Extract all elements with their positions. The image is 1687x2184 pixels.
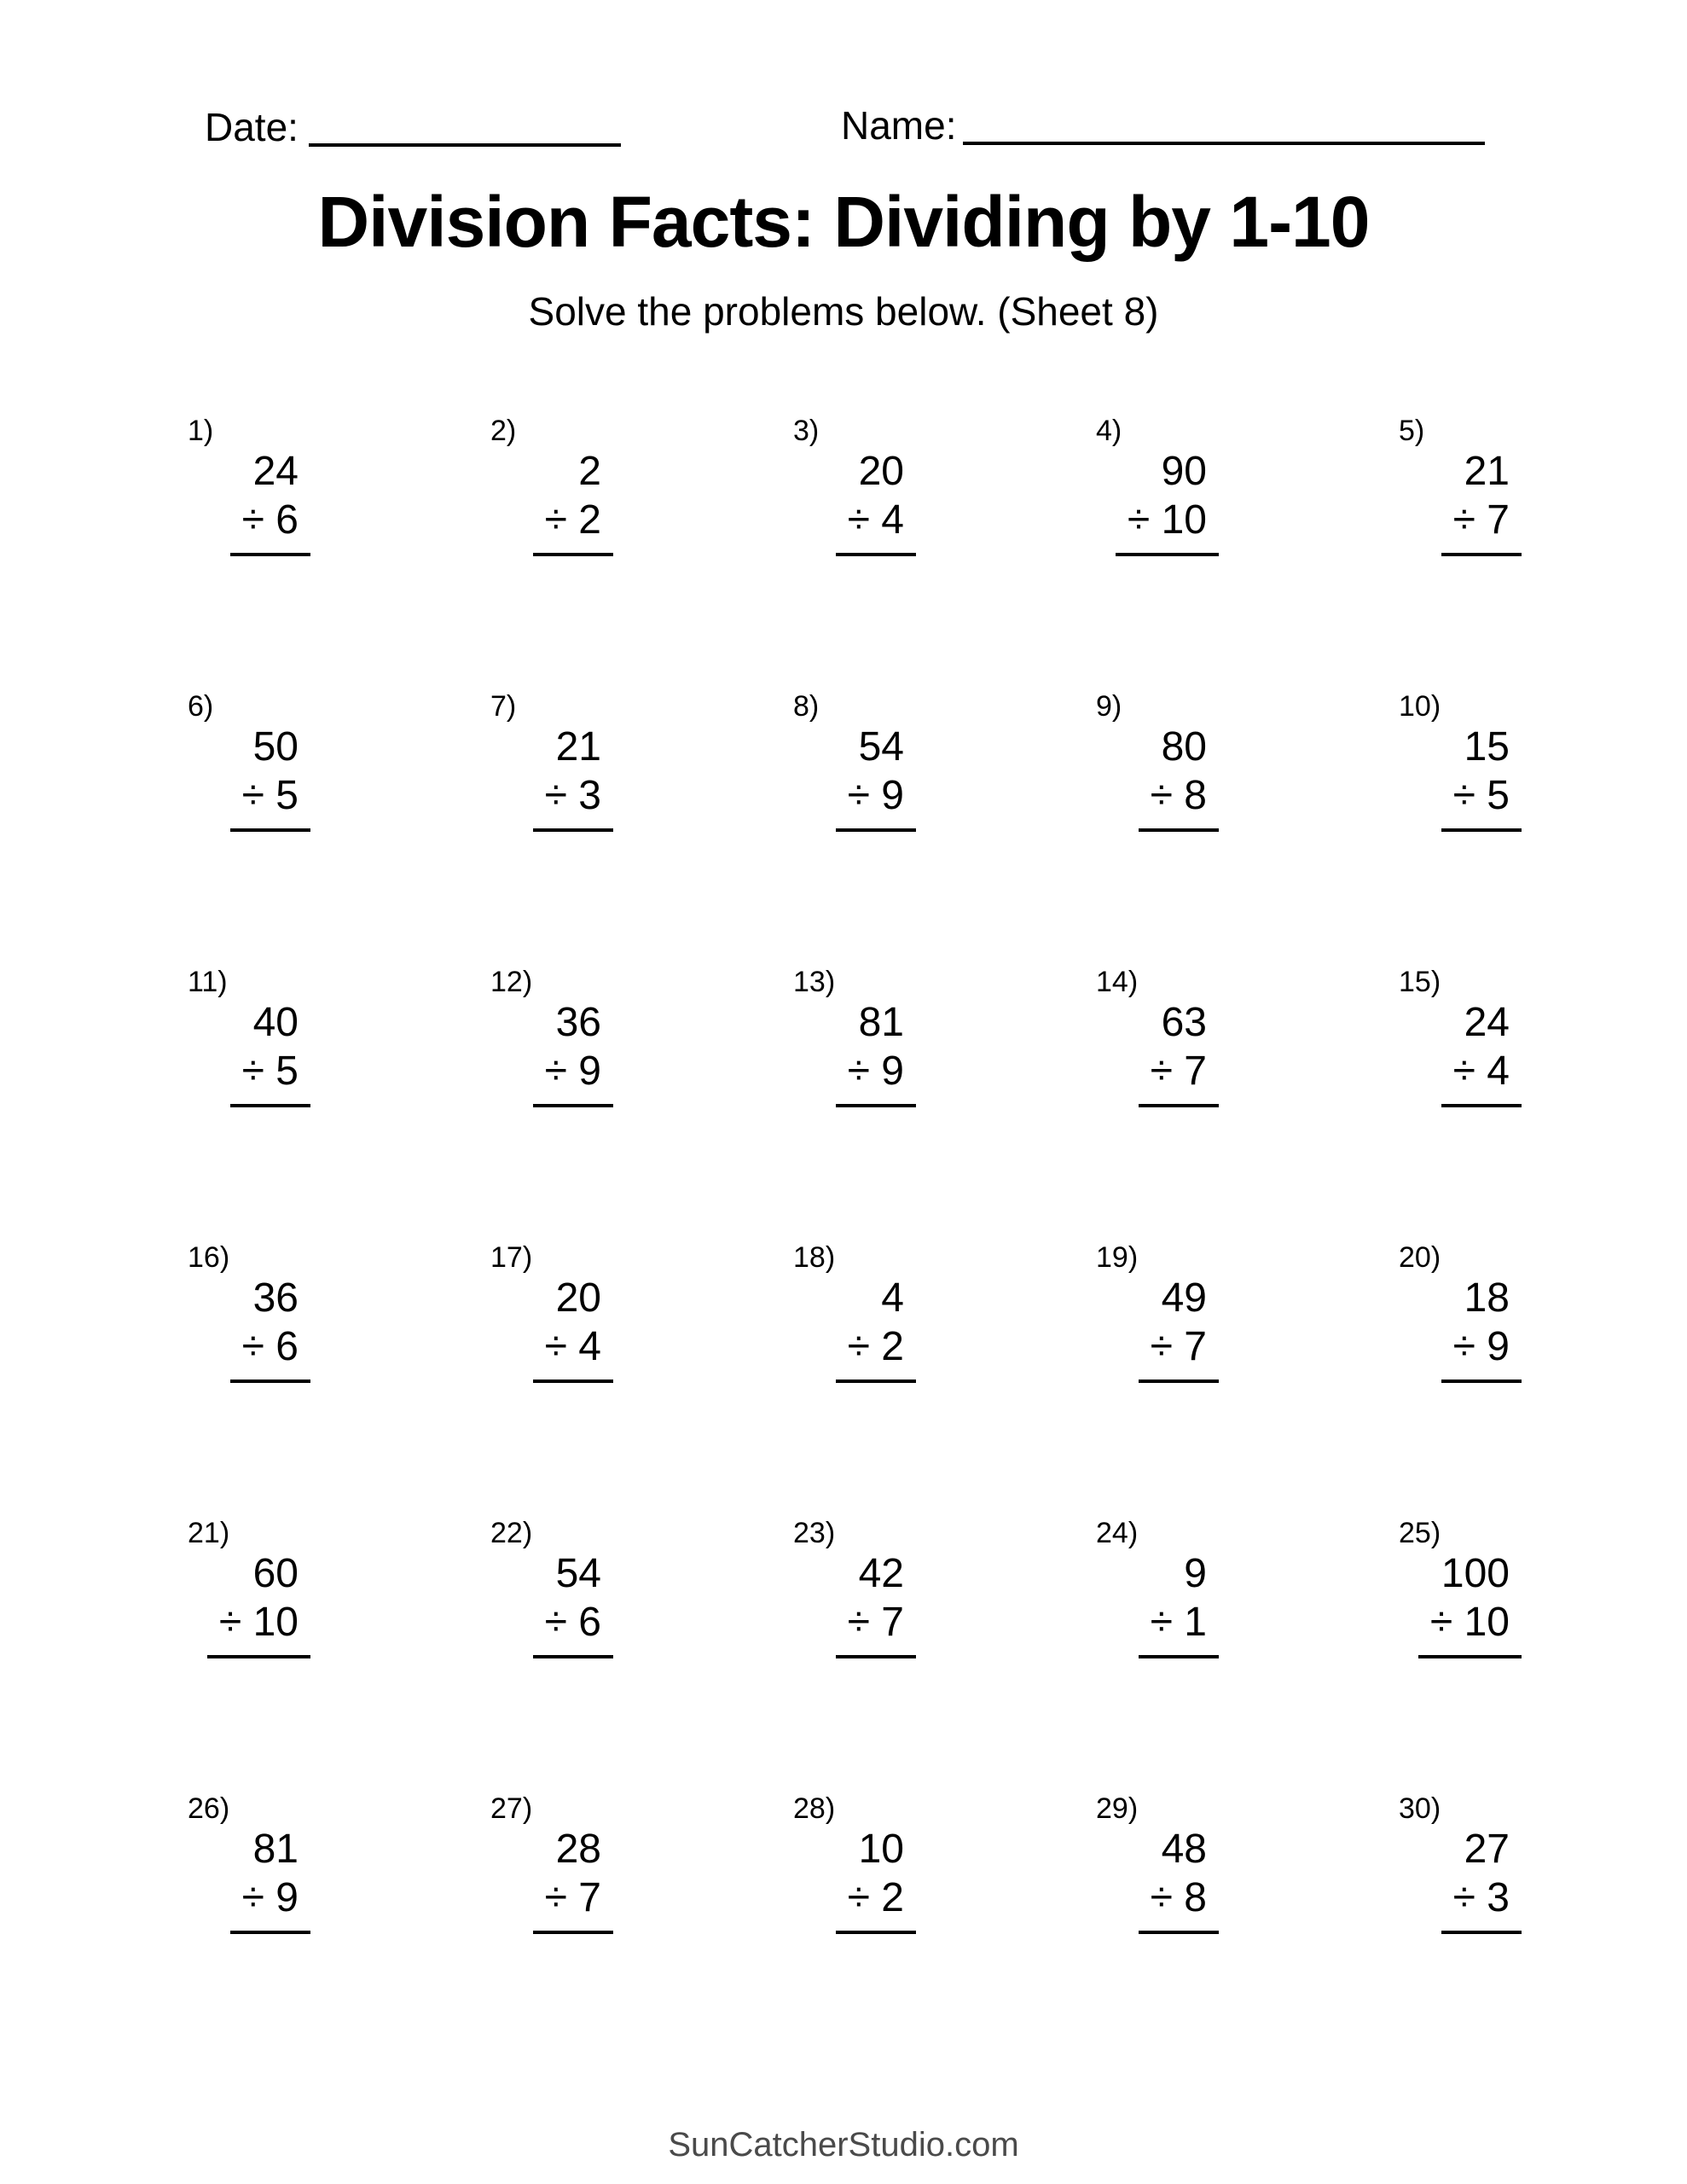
problem-number: 12) — [490, 966, 533, 998]
dividend: 42 — [858, 1551, 904, 1596]
answer-line — [533, 1825, 613, 1934]
problem-number: 27) — [490, 1792, 533, 1825]
dividend: 54 — [858, 724, 904, 770]
problem-block — [164, 1825, 310, 1934]
divisor: ÷ 2 — [544, 497, 601, 543]
problem-cell — [467, 683, 769, 959]
divisor: ÷ 5 — [1452, 773, 1510, 818]
divisor: ÷ 4 — [544, 1324, 601, 1369]
dividend: 63 — [1161, 1000, 1207, 1045]
divisor: ÷ 3 — [1452, 1875, 1510, 1920]
problem-number: 23) — [793, 1517, 836, 1549]
divisor: ÷ 9 — [847, 773, 904, 818]
answer-line — [230, 1825, 310, 1934]
dividend: 40 — [252, 1000, 299, 1045]
answer-line — [533, 723, 613, 832]
problem-number: 1) — [188, 415, 214, 447]
problems-grid — [164, 408, 1678, 2061]
problem-block — [1375, 447, 1522, 556]
dividend: 50 — [252, 724, 299, 770]
answer-line — [533, 1549, 613, 1658]
divisor: ÷ 9 — [1452, 1324, 1510, 1369]
problem-cell — [1375, 1234, 1678, 1510]
answer-line — [230, 1274, 310, 1383]
dividend: 28 — [555, 1827, 601, 1872]
problem-cell — [769, 959, 1072, 1234]
problem-block — [1375, 998, 1522, 1107]
problem-number: 17) — [490, 1241, 533, 1274]
divisor: ÷ 3 — [544, 773, 601, 818]
dividend: 10 — [858, 1827, 904, 1872]
dividend: 27 — [1464, 1827, 1510, 1872]
dividend: 2 — [578, 449, 601, 494]
problem-block — [467, 998, 613, 1107]
divisor: ÷ 7 — [1150, 1048, 1207, 1094]
problem-block — [164, 998, 310, 1107]
problem-cell — [164, 408, 467, 683]
problem-cell — [769, 683, 1072, 959]
problem-cell — [1375, 408, 1678, 683]
problem-block — [1072, 998, 1219, 1107]
problem-number: 8) — [793, 690, 820, 723]
problem-block — [1072, 1549, 1219, 1658]
answer-line — [1116, 447, 1219, 556]
problem-cell — [1375, 1786, 1678, 2061]
dividend: 18 — [1464, 1275, 1510, 1321]
answer-line — [533, 447, 613, 556]
problem-cell — [467, 1786, 769, 2061]
problem-cell — [467, 1234, 769, 1510]
divisor: ÷ 7 — [544, 1875, 601, 1920]
problem-cell — [164, 1786, 467, 2061]
divisor: ÷ 8 — [1150, 773, 1207, 818]
problem-cell — [1072, 1786, 1375, 2061]
problem-block — [1072, 1825, 1219, 1934]
problem-block — [1375, 1825, 1522, 1934]
divisor: ÷ 6 — [544, 1600, 601, 1645]
dividend: 36 — [252, 1275, 299, 1321]
answer-line — [1441, 1274, 1522, 1383]
problem-number: 15) — [1399, 966, 1441, 998]
problem-cell — [1375, 1510, 1678, 1786]
page-title: Division Facts: Dividing by 1-10 — [317, 182, 1370, 262]
problem-number: 29) — [1096, 1792, 1139, 1825]
dividend: 21 — [1464, 449, 1510, 494]
dividend: 15 — [1464, 724, 1510, 770]
problem-block — [467, 447, 613, 556]
dividend: 4 — [881, 1275, 904, 1321]
problem-block — [1375, 1274, 1522, 1383]
problem-block — [769, 1825, 916, 1934]
problem-number: 24) — [1096, 1517, 1139, 1549]
problem-cell — [467, 1510, 769, 1786]
name-label: Name: — [841, 103, 957, 148]
answer-line — [230, 998, 310, 1107]
problem-number: 22) — [490, 1517, 533, 1549]
answer-line — [1441, 723, 1522, 832]
answer-line — [1139, 998, 1219, 1107]
problem-cell — [769, 1510, 1072, 1786]
answer-line — [1441, 998, 1522, 1107]
date-field — [205, 107, 621, 147]
dividend: 9 — [1184, 1551, 1207, 1596]
answer-line — [836, 723, 916, 832]
problem-number: 20) — [1399, 1241, 1441, 1274]
problem-block — [1072, 1274, 1219, 1383]
problem-block — [467, 723, 613, 832]
divisor: ÷ 4 — [847, 497, 904, 543]
problem-block — [769, 447, 916, 556]
problem-block — [769, 1274, 916, 1383]
problem-number: 19) — [1096, 1241, 1139, 1274]
divisor: ÷ 10 — [1127, 497, 1207, 543]
problem-block — [1072, 723, 1219, 832]
divisor: ÷ 7 — [847, 1600, 904, 1645]
problem-block — [164, 1274, 310, 1383]
answer-line — [533, 998, 613, 1107]
problem-cell — [1072, 1234, 1375, 1510]
problem-cell — [164, 1510, 467, 1786]
dividend: 81 — [858, 1000, 904, 1045]
dividend: 21 — [555, 724, 601, 770]
problem-cell — [1375, 959, 1678, 1234]
problem-number: 11) — [188, 966, 228, 998]
problem-number: 9) — [1096, 690, 1122, 723]
problem-number: 13) — [793, 966, 836, 998]
problem-cell — [1072, 683, 1375, 959]
problem-number: 3) — [793, 415, 820, 447]
answer-line — [1418, 1549, 1522, 1658]
problem-block — [467, 1825, 613, 1934]
dividend: 20 — [555, 1275, 601, 1321]
problem-block — [1375, 1549, 1522, 1658]
dividend: 48 — [1161, 1827, 1207, 1872]
divisor: ÷ 9 — [241, 1875, 299, 1920]
answer-line — [533, 1274, 613, 1383]
problem-block — [164, 447, 310, 556]
divisor: ÷ 5 — [241, 1048, 299, 1094]
date-blank-line — [309, 109, 621, 147]
problem-number: 25) — [1399, 1517, 1441, 1549]
problem-cell — [769, 1786, 1072, 2061]
dividend: 54 — [555, 1551, 601, 1596]
dividend: 24 — [1464, 1000, 1510, 1045]
problem-number: 30) — [1399, 1792, 1441, 1825]
divisor: ÷ 10 — [218, 1600, 299, 1645]
problem-block — [164, 723, 310, 832]
problem-cell — [769, 408, 1072, 683]
answer-line — [230, 447, 310, 556]
answer-line — [836, 1549, 916, 1658]
problem-number: 21) — [188, 1517, 230, 1549]
divisor: ÷ 6 — [241, 497, 299, 543]
divisor: ÷ 2 — [847, 1324, 904, 1369]
divisor: ÷ 6 — [241, 1324, 299, 1369]
problem-block — [769, 998, 916, 1107]
problem-number: 26) — [188, 1792, 230, 1825]
divisor: ÷ 1 — [1150, 1600, 1207, 1645]
dividend: 49 — [1161, 1275, 1207, 1321]
divisor: ÷ 10 — [1429, 1600, 1510, 1645]
divisor: ÷ 2 — [847, 1875, 904, 1920]
problem-number: 28) — [793, 1792, 836, 1825]
answer-line — [1441, 1825, 1522, 1934]
dividend: 100 — [1441, 1551, 1510, 1596]
answer-line — [207, 1549, 310, 1658]
problem-block — [769, 723, 916, 832]
problem-cell — [1375, 683, 1678, 959]
divisor: ÷ 9 — [544, 1048, 601, 1094]
problem-cell — [164, 683, 467, 959]
divisor: ÷ 5 — [241, 773, 299, 818]
problem-number: 18) — [793, 1241, 836, 1274]
footer-site-name: SunCatcherStudio.com — [668, 2126, 1019, 2164]
dividend: 20 — [858, 449, 904, 494]
answer-line — [1139, 723, 1219, 832]
problem-block — [467, 1549, 613, 1658]
problem-cell — [164, 959, 467, 1234]
answer-line — [836, 1825, 916, 1934]
problem-number: 7) — [490, 690, 517, 723]
problem-block — [164, 1549, 310, 1658]
dividend: 90 — [1161, 449, 1207, 494]
name-field — [841, 103, 1485, 148]
problem-number: 5) — [1399, 415, 1425, 447]
problem-number: 2) — [490, 415, 517, 447]
divisor: ÷ 8 — [1150, 1875, 1207, 1920]
answer-line — [1139, 1274, 1219, 1383]
dividend: 36 — [555, 1000, 601, 1045]
dividend: 80 — [1161, 724, 1207, 770]
dividend: 81 — [252, 1827, 299, 1872]
answer-line — [1139, 1825, 1219, 1934]
divisor: ÷ 7 — [1452, 497, 1510, 543]
dividend: 60 — [252, 1551, 299, 1596]
answer-line — [1139, 1549, 1219, 1658]
name-blank-line — [963, 107, 1485, 145]
problem-cell — [1072, 1510, 1375, 1786]
problem-cell — [769, 1234, 1072, 1510]
problem-number: 14) — [1096, 966, 1139, 998]
problem-number: 6) — [188, 690, 214, 723]
problem-cell — [1072, 959, 1375, 1234]
problem-block — [1072, 447, 1219, 556]
date-label: Date: — [205, 105, 299, 149]
problem-cell — [467, 959, 769, 1234]
problem-number: 4) — [1096, 415, 1122, 447]
divisor: ÷ 4 — [1452, 1048, 1510, 1094]
problem-number: 10) — [1399, 690, 1441, 723]
answer-line — [836, 1274, 916, 1383]
problem-cell — [164, 1234, 467, 1510]
problem-cell — [1072, 408, 1375, 683]
page-subtitle: Solve the problems below. (Sheet 8) — [528, 289, 1159, 334]
problem-block — [1375, 723, 1522, 832]
answer-line — [230, 723, 310, 832]
divisor: ÷ 7 — [1150, 1324, 1207, 1369]
answer-line — [836, 447, 916, 556]
divisor: ÷ 9 — [847, 1048, 904, 1094]
answer-line — [1441, 447, 1522, 556]
problem-number: 16) — [188, 1241, 230, 1274]
problem-cell — [467, 408, 769, 683]
problem-block — [467, 1274, 613, 1383]
problem-block — [769, 1549, 916, 1658]
answer-line — [836, 998, 916, 1107]
dividend: 24 — [252, 449, 299, 494]
